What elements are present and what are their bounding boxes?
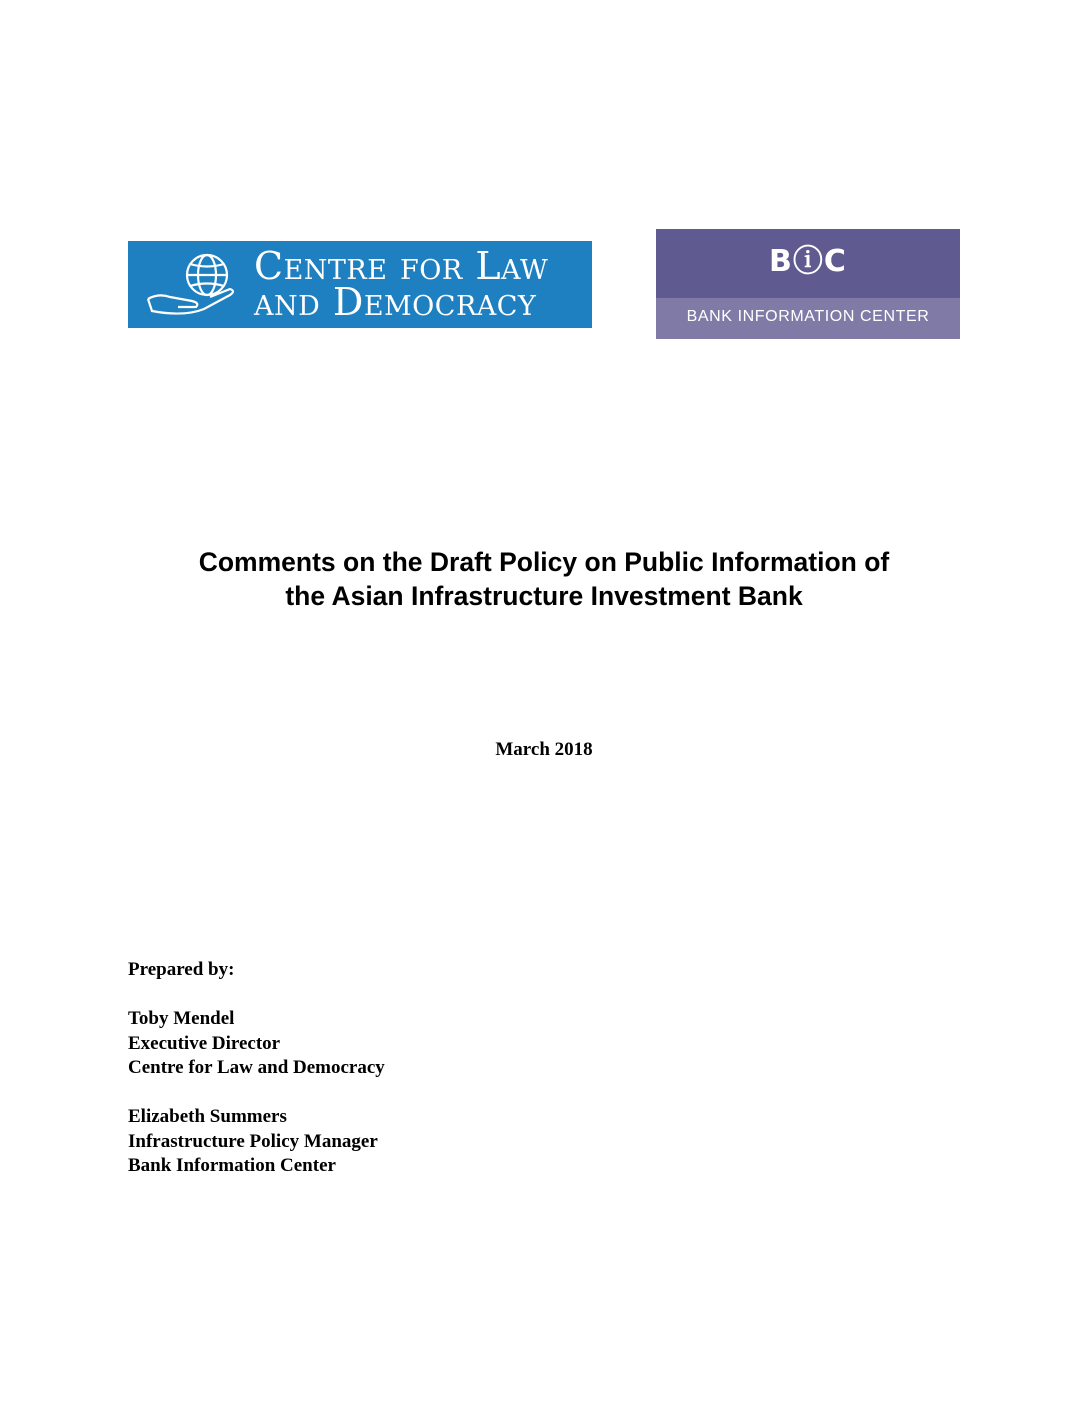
author-organization: Centre for Law and Democracy [128, 1057, 385, 1078]
author-name: Toby Mendel [128, 1008, 235, 1029]
bic-logo [656, 229, 960, 339]
title-line-2: the Asian Infrastructure Investment Bank [285, 581, 803, 611]
author-block [128, 1007, 385, 1081]
author-block [128, 1105, 385, 1179]
document-date: March 2018 [495, 739, 593, 760]
author-name: Elizabeth Summers [128, 1106, 287, 1127]
author-organization: Bank Information Center [128, 1155, 336, 1176]
title-line-1: Comments on the Draft Policy on Public Information of [198, 547, 890, 577]
bic-logo-mark: BⓘC [769, 244, 847, 279]
globe-in-hand-icon [144, 249, 244, 321]
prepared-by-section [128, 958, 385, 1203]
bic-logo-caption: BANK INFORMATION CENTER [686, 308, 930, 325]
cld-logo-line2: and Democracy [254, 280, 537, 324]
cld-logo [128, 241, 592, 328]
author-role: Executive Director [128, 1032, 281, 1054]
bic-logo-mark-panel [656, 229, 960, 298]
prepared-by-label: Prepared by: [128, 959, 235, 980]
cld-logo-line1: Centre for Law [254, 244, 549, 288]
bic-logo-caption-panel [656, 298, 960, 339]
document-title [100, 545, 988, 613]
author-role: Infrastructure Policy Manager [128, 1130, 378, 1152]
